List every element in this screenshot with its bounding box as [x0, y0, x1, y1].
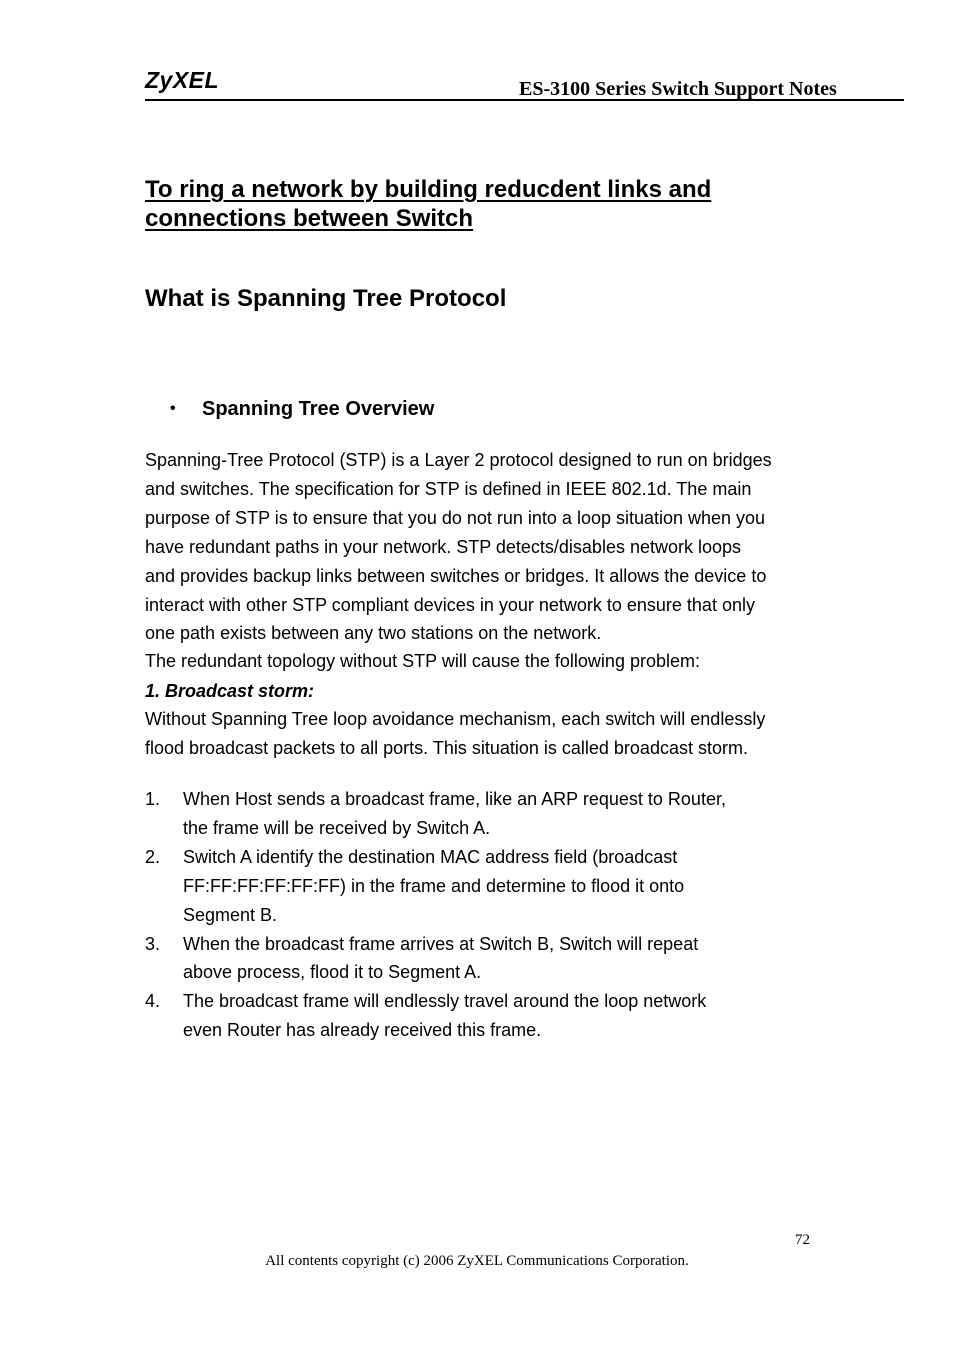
paragraph-line: and provides backup links between switches or bridges. It allows the device to — [145, 565, 767, 586]
steps-list — [145, 785, 825, 1045]
list-item-line: even Router has already received this frame. — [183, 1020, 542, 1041]
bullet-icon: • — [170, 400, 176, 417]
paragraph-line: interact with other STP compliant devices in your network to ensure that only — [145, 594, 755, 615]
list-item-line: FF:FF:FF:FF:FF:FF) in the frame and determine to flood it onto — [183, 875, 685, 896]
zyxel-logo: ZyXEL — [145, 67, 220, 93]
broadcast-storm-paragraph — [145, 705, 825, 763]
list-item-line: When the broadcast frame arrives at Switch B, Switch will repeat — [183, 933, 699, 954]
bullet-item-spanning-tree-overview — [170, 395, 434, 423]
list-item-number: 1. — [145, 789, 161, 809]
list-item-number: 2. — [145, 846, 161, 867]
document-title — [145, 175, 825, 233]
list-item-number: 4. — [145, 991, 161, 1012]
paragraph-line: purpose of STP is to ensure that you do not run into a loop situation when you — [145, 507, 766, 528]
list-item-number: 3. — [145, 933, 161, 954]
redundant-topology-line: The redundant topology without STP will cause the following problem: — [145, 651, 700, 671]
paragraph-line: Without Spanning Tree loop avoidance mechanism, each switch will endlessly — [145, 709, 766, 729]
overview-paragraph — [145, 446, 825, 648]
header-title: ES-3100 Series Switch Support Notes — [519, 78, 837, 100]
header-divider — [145, 99, 904, 101]
list-item-line: Segment B. — [183, 904, 278, 925]
list-item-line: Switch A identify the destination MAC address field (broadcast — [183, 846, 678, 867]
list-item — [145, 785, 825, 843]
list-item-line: The broadcast frame will endlessly travel around the loop network — [183, 991, 707, 1012]
list-item — [145, 987, 825, 1045]
section-heading: What is Spanning Tree Protocol — [145, 285, 507, 312]
list-item-line: the frame will be received by Switch A. — [183, 817, 491, 838]
paragraph-line: Spanning-Tree Protocol (STP) is a Layer 2 protocol designed to run on bridges — [145, 450, 772, 470]
paragraph-line: have redundant paths in your network. STP detects/disables network loops — [145, 536, 742, 557]
list-item — [145, 843, 825, 930]
bullet-label: Spanning Tree Overview — [202, 398, 435, 420]
list-item-line: above process, flood it to Segment A. — [183, 962, 482, 983]
paragraph-line: flood broadcast packets to all ports. This situation is called broadcast storm. — [145, 737, 748, 758]
list-item-line: When Host sends a broadcast frame, like an ARP request to Router, — [183, 789, 726, 809]
document-title-line-2: connections between Switch — [145, 205, 474, 232]
paragraph-line: and switches. The specification for STP is defined in IEEE 802.1d. The main — [145, 478, 752, 499]
copyright-notice: All contents copyright (c) 2006 ZyXEL Communications Corporation. — [265, 1253, 689, 1269]
document-title-line-1: To ring a network by building reducdent links and — [145, 176, 712, 203]
paragraph-line: one path exists between any two stations on the network. — [145, 623, 602, 644]
list-item — [145, 930, 825, 988]
broadcast-storm-heading: 1. Broadcast storm: — [145, 681, 315, 701]
page-number: 72 — [795, 1232, 810, 1248]
